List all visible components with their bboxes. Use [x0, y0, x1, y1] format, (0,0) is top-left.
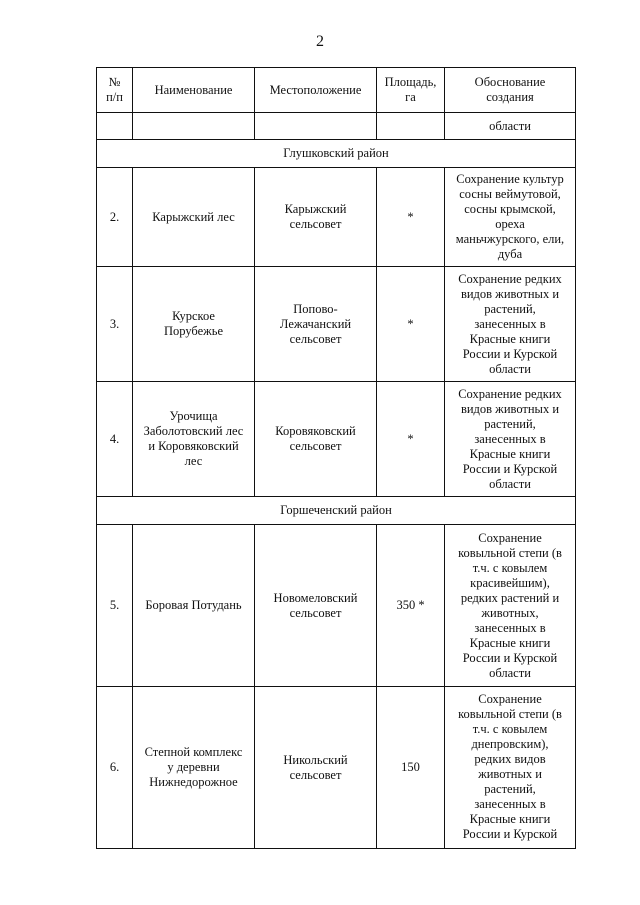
table-row: [97, 687, 576, 849]
cell-location-line: Попово-: [293, 301, 338, 316]
cell-basis-line: животных и: [478, 767, 542, 781]
cell-location: [255, 687, 377, 849]
cell-name: [133, 168, 255, 267]
cell-location-line: Никольский: [283, 752, 348, 767]
cell-basis-line: видов животных и: [460, 286, 560, 301]
header-name: Наименование: [133, 68, 255, 113]
cell-basis-line: области: [489, 476, 531, 491]
cell-basis-line: редких видов: [474, 752, 546, 766]
cell-basis-line: Сохранение редких: [458, 386, 562, 401]
cell-basis: области: [445, 113, 576, 140]
table-row: [97, 525, 576, 687]
cell-basis-line: занесенных в: [474, 797, 546, 811]
cell-name-line: Карыжский лес: [152, 209, 235, 224]
cell-basis-line: видов животных и: [460, 401, 560, 416]
cell-area: [377, 113, 445, 140]
cell-basis-line: растений,: [484, 301, 536, 316]
cell-basis: [445, 267, 576, 382]
cell-basis-line: ковыльной степи (в: [458, 707, 562, 721]
cell-basis-line: Сохранение культур: [456, 172, 564, 186]
cell-basis-line: растений,: [484, 782, 536, 796]
cell-basis-line: маньчжурского, ели,: [455, 232, 565, 246]
cell-area: 150: [377, 687, 445, 849]
cell-name-line: Курское: [172, 309, 215, 323]
cell-basis-line: занесенных в: [474, 316, 546, 331]
cell-area: *: [377, 382, 445, 497]
cell-name-line: Боровая Потудань: [145, 598, 242, 612]
cell-name-line: Степной комплекс: [144, 745, 243, 759]
cell-basis: [445, 168, 576, 267]
table-body: [97, 113, 576, 849]
cell-num: 2.: [97, 168, 133, 267]
cell-basis-line: Красные книги: [469, 446, 551, 461]
cell-name-line: лес: [184, 454, 203, 468]
cell-basis-line: Красные книги: [469, 635, 551, 650]
section-row: [97, 497, 576, 525]
header-area: Площадь, га: [377, 68, 445, 113]
cell-basis-line: сосны веймутовой,: [459, 187, 561, 201]
cell-basis-line: т.ч. с ковылем: [472, 722, 548, 736]
cell-num: 4.: [97, 382, 133, 497]
cell-location-line: сельсовет: [289, 767, 342, 782]
cell-name-line: Порубежье: [163, 324, 224, 338]
cell-location-line: сельсовет: [289, 331, 342, 346]
cell-basis-line: области: [489, 361, 531, 376]
cell-location-line: сельсовет: [289, 605, 342, 620]
cell-area: *: [377, 168, 445, 267]
cell-basis-line: занесенных в: [474, 620, 546, 635]
cell-basis-line: России и Курской: [462, 827, 558, 841]
cell-name-line: Нижнедорожное: [149, 775, 238, 789]
section-row: [97, 140, 576, 168]
cell-location-line: сельсовет: [289, 217, 342, 231]
table-row: [97, 168, 576, 267]
cell-basis-line: т.ч. с ковылем: [472, 560, 548, 575]
cell-location-line: Новомеловский: [273, 590, 358, 605]
cell-name: [133, 687, 255, 849]
cell-location: [255, 382, 377, 497]
cell-basis-line: растений,: [484, 416, 536, 431]
cell-basis-line: Сохранение редких: [458, 271, 562, 286]
cell-name-line: Заболотовский лес: [143, 424, 244, 438]
cell-location: [255, 168, 377, 267]
header-basis: Обоснование создания: [445, 68, 576, 113]
cell-basis-line: России и Курской: [462, 461, 558, 476]
table-row: [97, 267, 576, 382]
cell-location: [255, 113, 377, 140]
continuation-row: [97, 113, 576, 140]
cell-basis: [445, 687, 576, 849]
cell-num: 6.: [97, 687, 133, 849]
cell-name-line: и Коровяковский: [148, 439, 239, 453]
cell-basis-line: животных,: [481, 605, 539, 620]
table-row: [97, 382, 576, 497]
cell-location: [255, 525, 377, 687]
cell-basis-line: сосны крымской,: [464, 202, 556, 216]
cell-location-line: Карыжский: [284, 202, 347, 216]
protected-areas-table: [96, 67, 576, 849]
cell-name-line: у деревни: [167, 760, 220, 774]
section-title: Глушковский район: [97, 140, 576, 168]
cell-basis-line: Сохранение: [478, 530, 542, 545]
cell-location-line: Лежачанский: [279, 316, 352, 331]
cell-basis-line: ковыльной степи (в: [458, 545, 562, 560]
cell-basis-line: области: [489, 665, 531, 680]
table-header-row: [97, 68, 576, 113]
cell-basis-line: занесенных в: [474, 431, 546, 446]
cell-basis-line: днепровским),: [471, 737, 549, 751]
cell-basis-line: редких растений и: [460, 590, 560, 605]
cell-name: [133, 267, 255, 382]
cell-area: *: [377, 267, 445, 382]
cell-basis-line: Сохранение: [478, 692, 542, 706]
cell-area: 350 *: [377, 525, 445, 687]
cell-basis: [445, 525, 576, 687]
cell-basis-line: дуба: [497, 247, 523, 261]
cell-num: [97, 113, 133, 140]
cell-num: 5.: [97, 525, 133, 687]
cell-name: [133, 525, 255, 687]
header-num: № п/п: [97, 68, 133, 113]
cell-name: [133, 113, 255, 140]
cell-num: 3.: [97, 267, 133, 382]
cell-basis-line: Красные книги: [469, 812, 551, 826]
cell-location-line: Коровяковский: [275, 424, 356, 438]
page-number: 2: [316, 33, 324, 50]
cell-basis: [445, 382, 576, 497]
cell-location: [255, 267, 377, 382]
cell-basis-line: ореха: [495, 217, 525, 231]
cell-name: [133, 382, 255, 497]
cell-name-line: Урочища: [169, 409, 218, 423]
header-location: Местоположение: [255, 68, 377, 113]
cell-location-line: сельсовет: [289, 439, 342, 453]
cell-basis-line: Красные книги: [469, 331, 551, 346]
cell-basis-line: России и Курской: [462, 346, 558, 361]
cell-basis-line: России и Курской: [462, 650, 558, 665]
section-title: Горшеченский район: [97, 497, 576, 525]
cell-basis-line: красивейшим),: [470, 575, 550, 590]
